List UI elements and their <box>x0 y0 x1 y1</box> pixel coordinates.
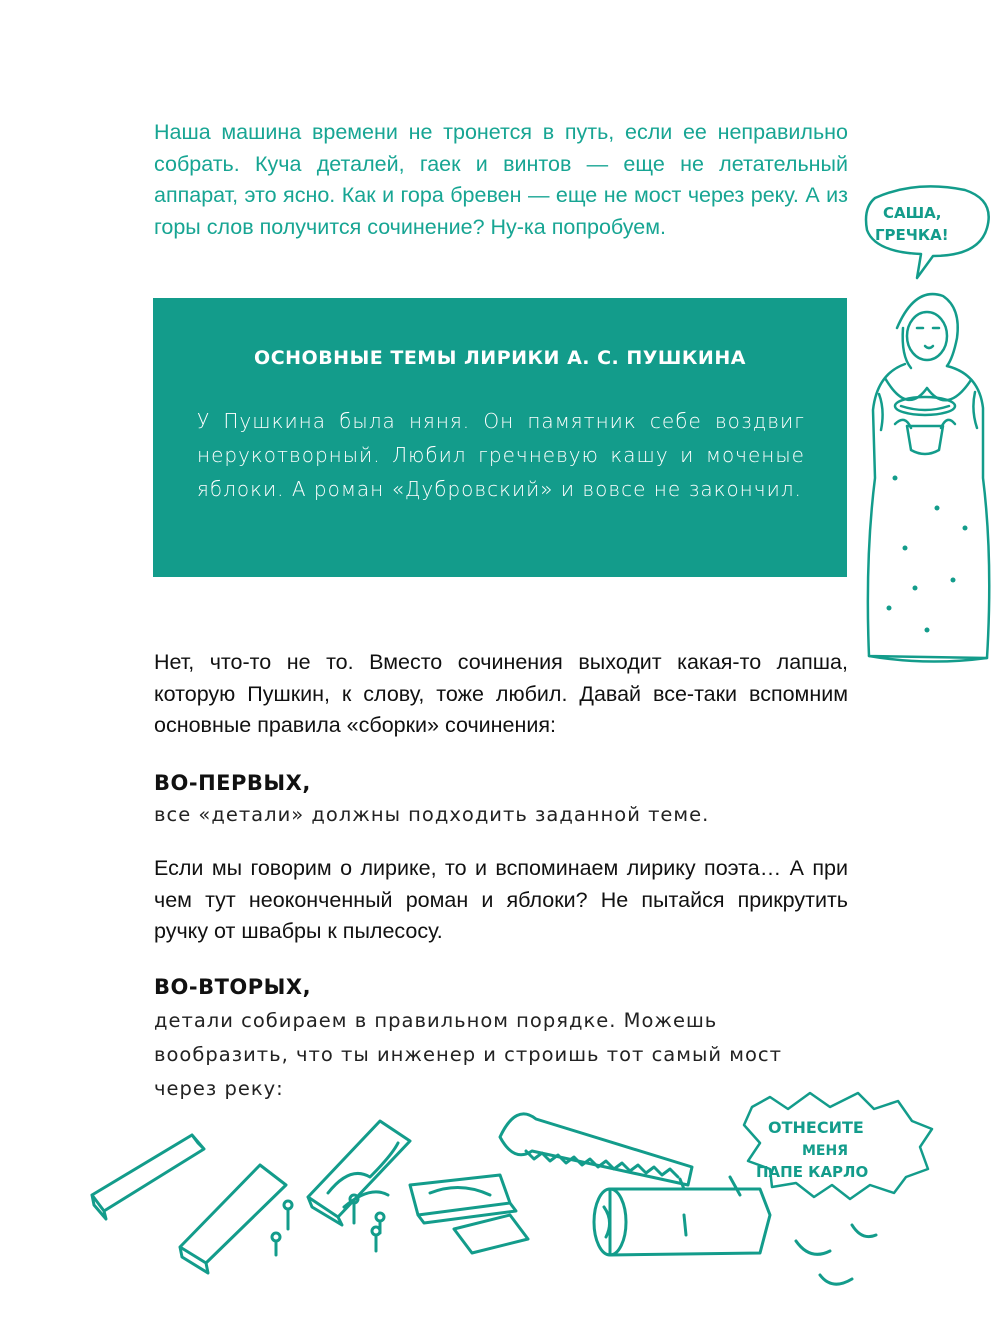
rule-first-text: все «детали» должны подходить заданной теме. <box>154 803 710 826</box>
body-paragraph-1: Нет, что-то не то. Вместо сочинения выходит какая-то лапша, которую Пушкин, к слову, тоже любил. Давай все-таки вспомним основные правила «сборки» сочинения: <box>154 650 848 737</box>
nanny-bubble-line-1: САША, <box>883 204 942 222</box>
plank-1 <box>92 1135 204 1219</box>
example-essay-text: У Пушкина была няня. Он памятник себе воздвиг нерукотворный. Любил гречневую кашу и моченые яблоки. А роман «Дубровский» и вовсе не закончил. <box>197 409 805 501</box>
heading-second: ВО-ВТОРЫХ, <box>154 975 312 999</box>
log-bubble-line-3: ПАПЕ КАРЛО <box>756 1163 869 1181</box>
intro-paragraph: Наша машина времени не тронется в путь, если ее неправильно собрать. Куча деталей, гаек и винтов — еще не летательный аппарат, это ясно. Как и гора бревен — еще не мост через реку. А из горы слов получится сочинение? Ну-ка попробуем. <box>154 120 848 239</box>
log <box>610 1189 770 1255</box>
nanny-bubble-line-2: ГРЕЧКА! <box>875 226 949 244</box>
log-bubble-line-1: ОТНЕСИТЕ <box>768 1118 864 1137</box>
body-paragraph-2: Если мы говорим о лирике, то и вспоминаем лирику поэта… А при чем тут неоконченный роман и яблоки? Не пытайся прикрутить ручку от швабры к пылесосу. <box>154 856 848 943</box>
bridge-parts-illustration <box>80 1085 1000 1319</box>
example-essay-box <box>153 298 847 577</box>
plank-4 <box>410 1175 516 1223</box>
heading-first: ВО-ПЕРВЫХ, <box>154 771 311 795</box>
example-essay-title: ОСНОВНЫЕ ТЕМЫ ЛИРИКИ А. С. ПУШКИНА <box>254 347 746 369</box>
plank-5 <box>454 1215 528 1253</box>
log-bubble-line-2: МЕНЯ <box>802 1143 848 1159</box>
rule-second-text: детали собираем в правильном порядке. Можешь вообразить, что ты инженер и строишь тот самый мост через реку: <box>154 1009 782 1100</box>
nanny-illustration <box>855 178 1000 678</box>
plank-2 <box>180 1165 286 1273</box>
